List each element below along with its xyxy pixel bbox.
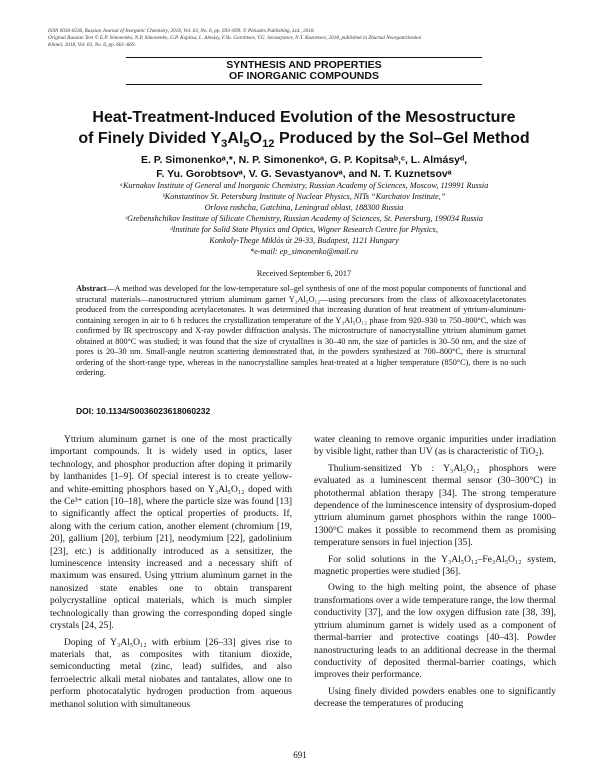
- author-line: E. P. Simonenkoᵃ,*, N. P. Simonenkoᵃ, G. P. Kopitsaᵇ,ᶜ, L. Almásyᵈ,: [140, 154, 468, 166]
- paragraph: water cleaning to remove organic impurities under irradiation by visible light, rather than UV (as is characteristic of TiO₂).: [314, 435, 556, 458]
- paragraph: Thulium-sensitized Yb : Y₃Al₅O₁₂ phosphors were evaluated as a luminescent thermal sensor (30–300°C) in photothermal ablation therapy [34]. The strong temperature dependence of the luminescence intensity of dysprosium-doped yttrium aluminum garnet phosphors within the range 1000–1300°C makes it possible to recommend them as promising temperature sensors in fuel injection [35].: [314, 463, 556, 549]
- journal-header-line: Khimii, 2018, Vol. 63, No. 6, pp. 661–669.: [48, 42, 136, 48]
- journal-header: [48, 28, 560, 49]
- paragraph: Yttrium aluminum garnet is one of the most practically important compounds. It is widely used in optics, laser technology, and phosphor production after doping it primarily by lanthanides [1–9]. Of special interest is to create yellow- and white-emitting phosphors based on Y₃Al₅O₁₂ doped with the Ce³⁺ cation [10–18], where the particle size was found [13] to significantly affect the optical properties of products. If, along with the cerium cation, another element (chromium [19, 20], gallium [20], terbium [21], neodymium [22], gadolinium [23], etc.) is additionally introduced as a sensitizer, the luminescence intensity increased and a necessary shift of maximum was ensured. Using yttrium aluminum garnet in the nanosized state enables one to obtain transparent polycrystalline optical materials, which is much simpler technologically than growing the corresponding doped single crystals [24, 25].: [50, 435, 292, 632]
- contact-email[interactable]: *e-mail: ep_simonenko@mail.ru: [249, 247, 359, 256]
- affiliation-line: ᵈInstitute for Solid State Physics and Optics, Wigner Research Centre for Physics,: [170, 225, 438, 234]
- affiliation-line: Orlova roshcha, Gatchina, Leningrad oblast, 188300 Russia: [204, 203, 404, 212]
- author-list: [40, 153, 568, 181]
- affiliation-line: ᵇKonstantinov St. Petersburg Institute of Nuclear Physics, NITs “Kurchatov Institute,”: [162, 192, 446, 201]
- affiliation-line: ᶜGrebenshchikov Institute of Silicate Chemistry, Russian Academy of Sciences, St. Petersburg, 199034 Russia: [125, 214, 483, 223]
- affiliations: [40, 180, 568, 257]
- journal-header-line: ISSN 0036-0236, Russian Journal of Inorganic Chemistry, 2018, Vol. 63, No. 6, pp. 693–699. © Pleiades Publishing, Ltd., 2018.: [48, 28, 315, 34]
- left-column: [50, 434, 292, 715]
- abstract: [76, 284, 526, 379]
- section-rule-bottom: [126, 84, 482, 85]
- section-heading-line: SYNTHESIS AND PROPERTIES: [226, 59, 382, 71]
- doi[interactable]: DOI: 10.1134/S0036023618060232: [76, 406, 211, 416]
- received-date: Received September 6, 2017: [256, 269, 352, 278]
- paragraph: Owing to the high melting point, the absence of phase transformations over a wide temperature range, the low thermal conductivity [37], and the low oxygen diffusion rate [38, 39], yttrium aluminum garnet is widely used as a component of thermal-barrier and protective coatings [40–43]. Powder nanostructuring leads to an additional decrease in the thermal conductivity of deposited thermal-barrier coatings, which improves their performance.: [314, 583, 556, 681]
- section-heading-line: OF INORGANIC COMPOUNDS: [229, 70, 379, 82]
- journal-header-line: Original Russian Text © E.P. Simonenko, N.P. Simonenko, G.P. Kopitsa, L. Almásy, F.Yu. Gorobtsov, V.G. Sevastyanov, N.T. Kuznetsov, 2018, published in Zhurnal Neorganicheskoi: [48, 35, 422, 41]
- affiliation-line: Konkoly-Thege Miklós út 29-33, Budapest, 1121 Hungary: [209, 236, 399, 245]
- article-title: [40, 107, 568, 149]
- affiliation-line: ᵃKurnakov Institute of General and Inorganic Chemistry, Russian Academy of Sciences, Moscow, 119991 Russia: [119, 181, 489, 190]
- page-number: 691: [293, 750, 307, 760]
- section-rule-top: [126, 57, 482, 58]
- title-line: of Finely Divided $Y_3Al_5O_{12}$ Produced by the Sol–Gel Method: [78, 130, 530, 151]
- paragraph: Using finely divided powders enables one to significantly decrease the temperatures of producing: [314, 686, 556, 710]
- paragraph: For solid solutions in the Y₃Al₅O₁₂–Fe₃Al₅O₁₂ system, magnetic properties were studied [36].: [314, 554, 556, 578]
- abstract-text: —A method was developed for the low-temperature sol–gel synthesis of one of the most popular components of functional and structural materials—nanostructured yttrium aluminum garnet Y₃Al₅O₁₂—using precursors from the class of alkoxoacetylacetonates produced from the corresponding acetylacetonates. It was determined that increasing duration of heat treatment of yttrium-aluminum-containing xerogen in air to 6 h reduces the crystallization temperature of the Y₃Al₅O₁₂ phase from 920–930 to 750–800°C, which was confirmed by IR spectroscopy and X-ray powder diffraction analysis. The microstructure of nanocrystalline yttrium aluminum garnet obtained at 800°C was studied; it was found that the size of crystallites is 30–40 nm, the size of particles is 30–50 nm, and the size of pores is 20–30 nm. Small-angle neutron scattering demonstrated that, in the powders synthesized at 700–800°C, there is structural ordering of the short-range type, whereas in the nanocrystalline samples heat-treated at a higher temperature (850°C), there is no such ordering.: [76, 284, 526, 377]
- paragraph: Doping of Y₃Al₅O₁₂ with erbium [26–33] gives rise to materials that, as composites with titanium dioxide, semiconducting metal (zinc, lead) sulfides, and also ferroelectric alkali metal niobates and tantalates, allow one to perform photocatalytic hydrogen production from aqueous methanol solution with simultaneous: [50, 637, 292, 710]
- right-column: [314, 434, 556, 715]
- author-line: F. Yu. Gorobtsovᵃ, V. G. Sevastyanovᵃ, and N. T. Kuznetsovᵃ: [156, 168, 452, 180]
- section-heading: [126, 60, 482, 82]
- abstract-label: Abstract: [76, 284, 107, 293]
- title-line: Heat-Treatment-Induced Evolution of the Mesostructure: [92, 109, 516, 126]
